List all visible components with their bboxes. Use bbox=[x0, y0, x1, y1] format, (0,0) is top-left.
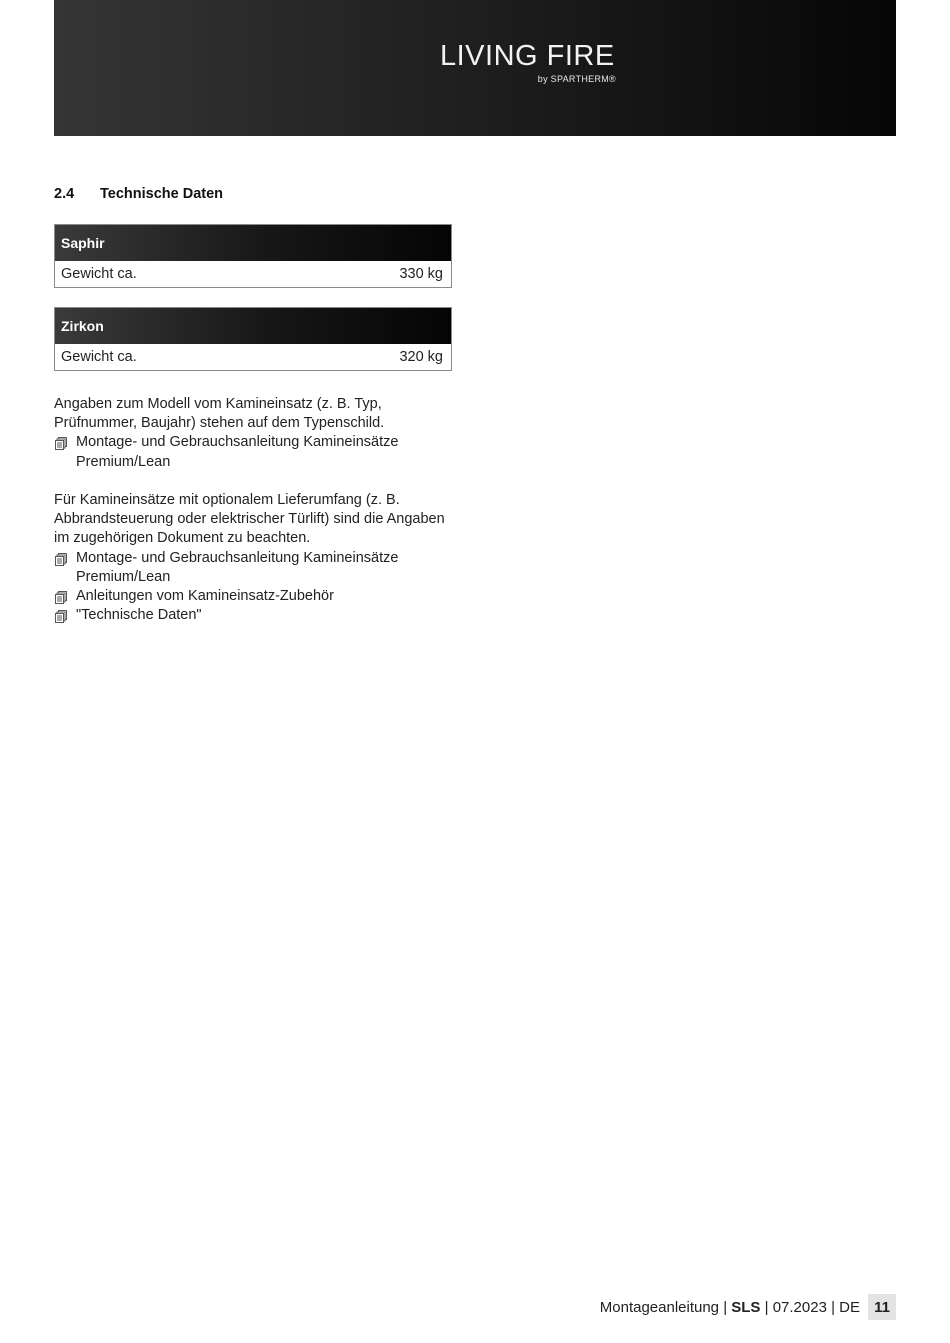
page-number: 11 bbox=[868, 1294, 896, 1320]
logo-tagline: by SPARTHERM® bbox=[537, 74, 616, 84]
document-stack-icon bbox=[54, 587, 76, 606]
footer-product: SLS bbox=[731, 1298, 761, 1316]
footer-separator: | bbox=[719, 1298, 732, 1316]
reference-text: "Technische Daten" bbox=[76, 607, 202, 624]
reference-item bbox=[54, 587, 454, 606]
spec-table-zirkon bbox=[54, 307, 452, 371]
logo-wordmark: LIVING FIRE bbox=[440, 40, 615, 72]
table-title: Zirkon bbox=[55, 308, 451, 344]
footer-language: DE bbox=[839, 1298, 860, 1316]
document-stack-icon bbox=[54, 606, 76, 625]
footer-date: 07.2023 bbox=[772, 1298, 827, 1316]
row-label: Gewicht ca. bbox=[61, 349, 137, 365]
spec-table-saphir bbox=[54, 224, 452, 288]
reference-item bbox=[54, 606, 454, 625]
footer-doc-type: Montageanleitung bbox=[599, 1298, 720, 1316]
document-stack-icon bbox=[54, 433, 76, 471]
row-value: 330 kg bbox=[399, 266, 443, 282]
header-band bbox=[54, 0, 896, 136]
row-label: Gewicht ca. bbox=[61, 266, 137, 282]
paragraph-model-info bbox=[54, 395, 454, 472]
page-footer bbox=[600, 1294, 896, 1320]
reference-item bbox=[54, 549, 454, 587]
table-row bbox=[55, 344, 451, 370]
reference-item bbox=[54, 433, 454, 471]
reference-text: Anleitungen vom Kamineinsatz-Zubehör bbox=[76, 588, 334, 605]
reference-text: Montage- und Gebrauchsanleitung Kamineinsätze Premium/Lean bbox=[76, 549, 399, 585]
section-title: Technische Daten bbox=[100, 186, 224, 202]
living-fire-logo bbox=[440, 36, 620, 92]
paragraph-optional-scope bbox=[54, 491, 454, 625]
paragraph-text: Für Kamineinsätze mit optionalem Lieferumfang (z. B. Abbrandsteuerung oder elektrischer Türlift) sind die Angaben im zugehörigen Dokument zu beachten. bbox=[54, 492, 445, 547]
table-row bbox=[55, 261, 451, 287]
footer-separator: | bbox=[760, 1298, 773, 1316]
table-title: Saphir bbox=[55, 225, 451, 261]
paragraph-text: Angaben zum Modell vom Kamineinsatz (z. B. Typ, Prüfnummer, Baujahr) stehen auf dem Typenschild. bbox=[54, 396, 385, 432]
document-stack-icon bbox=[54, 549, 76, 587]
row-value: 320 kg bbox=[399, 349, 443, 365]
footer-separator: | bbox=[826, 1298, 840, 1316]
section-heading bbox=[54, 186, 223, 202]
reference-text: Montage- und Gebrauchsanleitung Kamineinsätze Premium/Lean bbox=[76, 434, 399, 470]
section-number: 2.4 bbox=[54, 186, 75, 202]
